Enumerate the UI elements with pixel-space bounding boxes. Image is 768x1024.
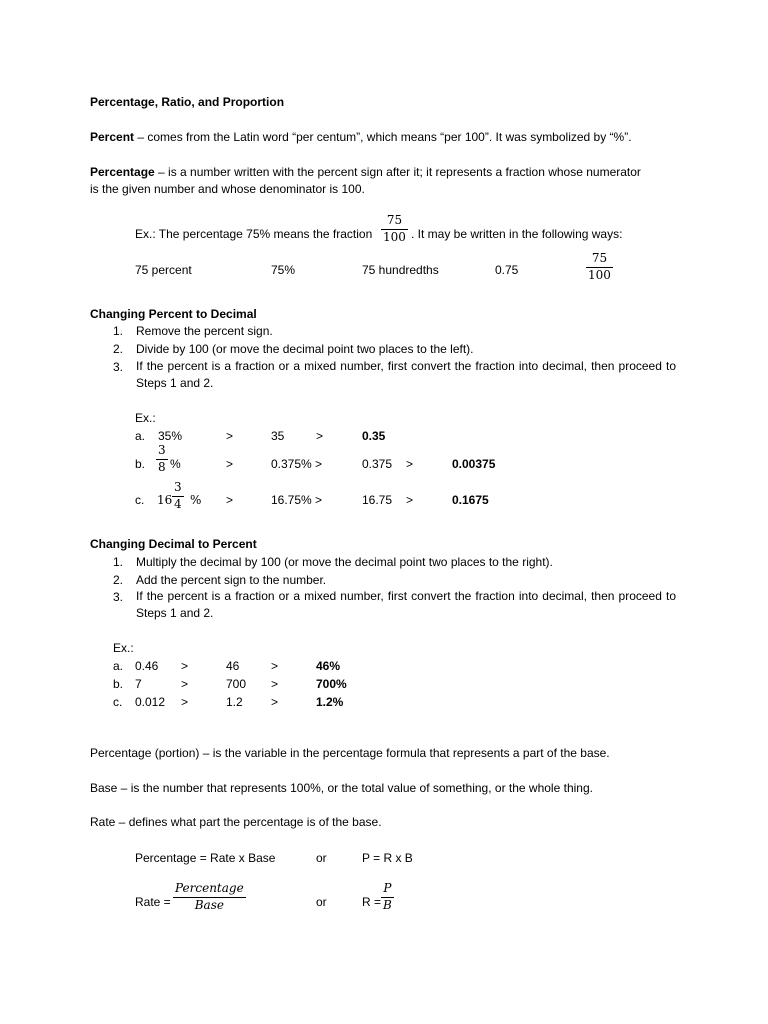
p2d-heading: Changing Percent to Decimal [90, 307, 257, 321]
formula-2-right-fraction [381, 882, 394, 912]
percent-text: – comes from the Latin word “per centum”, which means “per 100”. It was symbolized by “%”. [134, 130, 632, 144]
p2d-row-c-den: 4 [174, 497, 182, 511]
d2p-step-3: If the percent is a fraction or a mixed number, first convert the fraction into decimal, then proceed to Steps 1 and 2. [136, 589, 676, 620]
d2p-step-2: Add the percent sign to the number. [136, 573, 327, 587]
example1-frac-num: 75 [386, 213, 403, 227]
d2p-row-b-c1: 7 [135, 677, 142, 691]
d2p-row-c-c2: 1.2 [226, 695, 243, 709]
d2p-row-b-c3: 700% [316, 677, 347, 691]
d2p-row-c-c3: 1.2% [316, 695, 344, 709]
p2d-row-b-label: b. [135, 457, 146, 471]
d2p-row-b-c2: 700 [226, 677, 247, 691]
d2p-row-b-arrow2: > [271, 677, 279, 691]
d2p-row-a-c1: 0.46 [135, 659, 159, 673]
p2d-row-b-den: 8 [158, 460, 166, 474]
percentage-term: Percentage [90, 165, 155, 179]
example1-text-after: . It may be written in the following ways: [411, 227, 623, 241]
formula-2-right-num: P [383, 881, 392, 895]
way-frac-num: 75 [591, 251, 608, 265]
p2d-row-a-arrow2: > [316, 429, 324, 443]
p2d-row-c-c2: 16.75% > [271, 493, 323, 507]
d2p-row-a-c3: 46% [316, 659, 341, 673]
d2p-step-1: Multiply the decimal by 100 (or move the decimal point two places to the right). [136, 555, 553, 569]
d2p-row-a-arrow1: > [181, 659, 189, 673]
d2p-step-2-num: 2. [113, 573, 124, 587]
d2p-step-1-num: 1. [113, 555, 124, 569]
p2d-row-c-pct: % [190, 493, 202, 507]
p2d-row-b-num: 3 [158, 443, 166, 457]
p2d-row-c-arrow1: > [226, 493, 234, 507]
d2p-row-b-label: b. [113, 677, 124, 691]
p2d-row-c-label: c. [135, 493, 145, 507]
p2d-row-a-c3: 0.35 [362, 429, 386, 443]
way-5-fraction [586, 252, 613, 282]
p2d-step-2: Divide by 100 (or move the decimal point two places to the left). [136, 342, 474, 356]
page-title: Percentage, Ratio, and Proportion [90, 95, 285, 109]
formula-2-or: or [316, 895, 327, 909]
d2p-row-c-c1: 0.012 [135, 695, 166, 709]
p2d-row-c-fraction [172, 481, 184, 511]
formula-2-label: Rate = [135, 895, 171, 909]
definition-base: Base – is the number that represents 100%, or the total value of something, or the whole thing. [90, 781, 593, 795]
p2d-row-c-num: 3 [174, 480, 182, 494]
d2p-row-b-arrow1: > [181, 677, 189, 691]
p2d-row-b-fraction [156, 444, 168, 474]
example1-fraction [381, 214, 408, 244]
way-4: 0.75 [495, 263, 519, 277]
d2p-heading: Changing Decimal to Percent [90, 537, 257, 551]
p2d-row-a-c1: 35% [158, 429, 183, 443]
formula-2-fraction [173, 882, 246, 912]
p2d-row-b-c2: 0.375% > [271, 457, 323, 471]
d2p-step-3-num: 3. [113, 590, 124, 604]
formula-1-right: P = R x B [362, 851, 413, 865]
p2d-step-3-num: 3. [113, 360, 124, 374]
percentage-definition-line2: is the given number and whose denominator is 100. [90, 182, 365, 196]
percentage-definition-line1 [90, 165, 641, 179]
d2p-row-c-arrow2: > [271, 695, 279, 709]
p2d-row-b-c4: 0.00375 [452, 457, 496, 471]
formula-1-or: or [316, 851, 327, 865]
p2d-ex-label: Ex.: [135, 411, 156, 425]
p2d-row-c-c3: 16.75 [362, 493, 393, 507]
d2p-row-c-arrow1: > [181, 695, 189, 709]
p2d-row-c-c4: 0.1675 [452, 493, 489, 507]
definition-percentage: Percentage (portion) – is the variable in the percentage formula that represents a part of the base. [90, 746, 610, 760]
percent-term: Percent [90, 130, 135, 144]
way-3: 75 hundredths [362, 263, 439, 277]
way-1: 75 percent [135, 263, 192, 277]
p2d-row-a-label: a. [135, 429, 146, 443]
d2p-row-a-label: a. [113, 659, 124, 673]
p2d-row-c-whole: 16 [157, 493, 173, 507]
d2p-row-c-label: c. [113, 695, 123, 709]
percent-definition [90, 130, 632, 144]
p2d-row-a-c2: 35 [271, 429, 285, 443]
example1-text-before: Ex.: The percentage 75% means the fraction [135, 227, 373, 241]
formula-2-right-label: R = [362, 895, 382, 909]
d2p-row-a-c2: 46 [226, 659, 240, 673]
d2p-row-a-arrow2: > [271, 659, 279, 673]
p2d-step-2-num: 2. [113, 342, 124, 356]
formula-2-right-den: B [383, 898, 392, 912]
p2d-row-b-pct: % [170, 457, 181, 471]
p2d-row-b-arrow3: > [406, 457, 414, 471]
formula-2-num: Percentage [175, 881, 244, 895]
p2d-step-1: Remove the percent sign. [136, 324, 273, 338]
way-frac-den: 100 [588, 268, 611, 282]
formula-2-den: Base [194, 898, 224, 912]
d2p-ex-label: Ex.: [113, 641, 134, 655]
p2d-row-b-c3: 0.375 [362, 457, 393, 471]
definition-rate: Rate – defines what part the percentage is of the base. [90, 815, 382, 829]
p2d-step-3: If the percent is a fraction or a mixed number, first convert the fraction into decimal, then proceed to Steps 1 and 2. [136, 359, 676, 390]
p2d-row-a-arrow1: > [226, 429, 234, 443]
p2d-step-1-num: 1. [113, 324, 124, 338]
way-2: 75% [271, 263, 296, 277]
p2d-row-c-arrow3: > [406, 493, 414, 507]
example1-frac-den: 100 [383, 230, 406, 244]
percentage-text-1: – is a number written with the percent sign after it; it represents a fraction whose numerator [154, 165, 641, 179]
formula-1-left: Percentage = Rate x Base [135, 851, 276, 865]
p2d-row-b-arrow1: > [226, 457, 234, 471]
